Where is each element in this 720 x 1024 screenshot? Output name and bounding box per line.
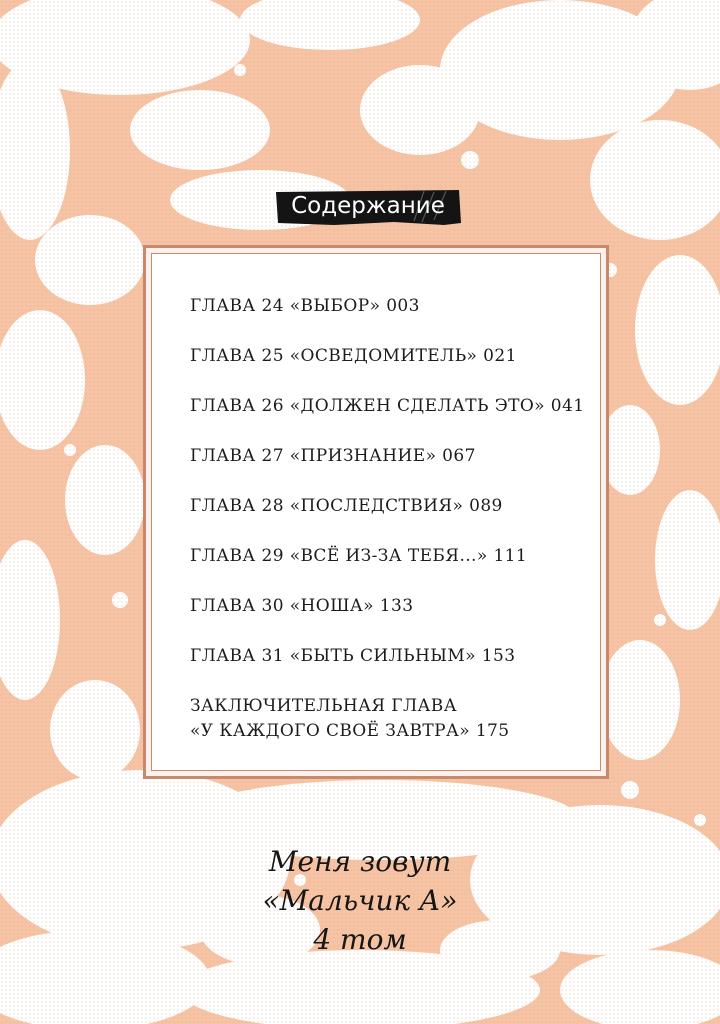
toc-item-label: ГЛАВА 24 «ВЫБОР» 003	[190, 296, 420, 316]
toc-item-chapter-28	[190, 494, 584, 544]
contents-heading	[274, 188, 462, 226]
toc-item-label: ГЛАВА 29 «ВСЁ ИЗ-ЗА ТЕБЯ...» 111	[190, 546, 528, 566]
toc-item-label: ГЛАВА 28 «ПОСЛЕДСТВИЯ» 089	[190, 496, 503, 516]
toc-item-chapter-25	[190, 344, 584, 394]
toc-list	[190, 294, 584, 744]
final-chapter-heading: ЗАКЛЮЧИТЕЛЬНАЯ ГЛАВА	[190, 696, 457, 716]
toc-item-label: ГЛАВА 25 «ОСВЕДОМИТЕЛЬ» 021	[190, 346, 517, 366]
volume-label: 4 том	[313, 923, 407, 956]
toc-panel	[151, 253, 601, 771]
series-title	[240, 842, 480, 959]
toc-item-label: ГЛАВА 31 «БЫТЬ СИЛЬНЫМ» 153	[190, 646, 516, 666]
toc-item-chapter-30	[190, 594, 584, 644]
toc-item-final-chapter	[190, 694, 584, 744]
series-title-line-2: «Мальчик А»	[262, 884, 458, 917]
toc-item-chapter-31	[190, 644, 584, 694]
series-title-line-1: Меня зовут	[268, 845, 452, 878]
final-chapter-title: «У КАЖДОГО СВОЁ ЗАВТРА» 175	[190, 721, 510, 741]
toc-item-label: ГЛАВА 30 «НОША» 133	[190, 596, 414, 616]
toc-item-label: ГЛАВА 26 «ДОЛЖЕН СДЕЛАТЬ ЭТО» 041	[190, 396, 585, 416]
toc-item-chapter-29	[190, 544, 584, 594]
table-of-contents	[143, 245, 609, 779]
toc-item-chapter-24	[190, 294, 584, 344]
toc-item-chapter-26	[190, 394, 584, 444]
toc-item-chapter-27	[190, 444, 584, 494]
toc-item-label: ГЛАВА 27 «ПРИЗНАНИЕ» 067	[190, 446, 476, 466]
page-title: Содержание	[291, 193, 445, 219]
